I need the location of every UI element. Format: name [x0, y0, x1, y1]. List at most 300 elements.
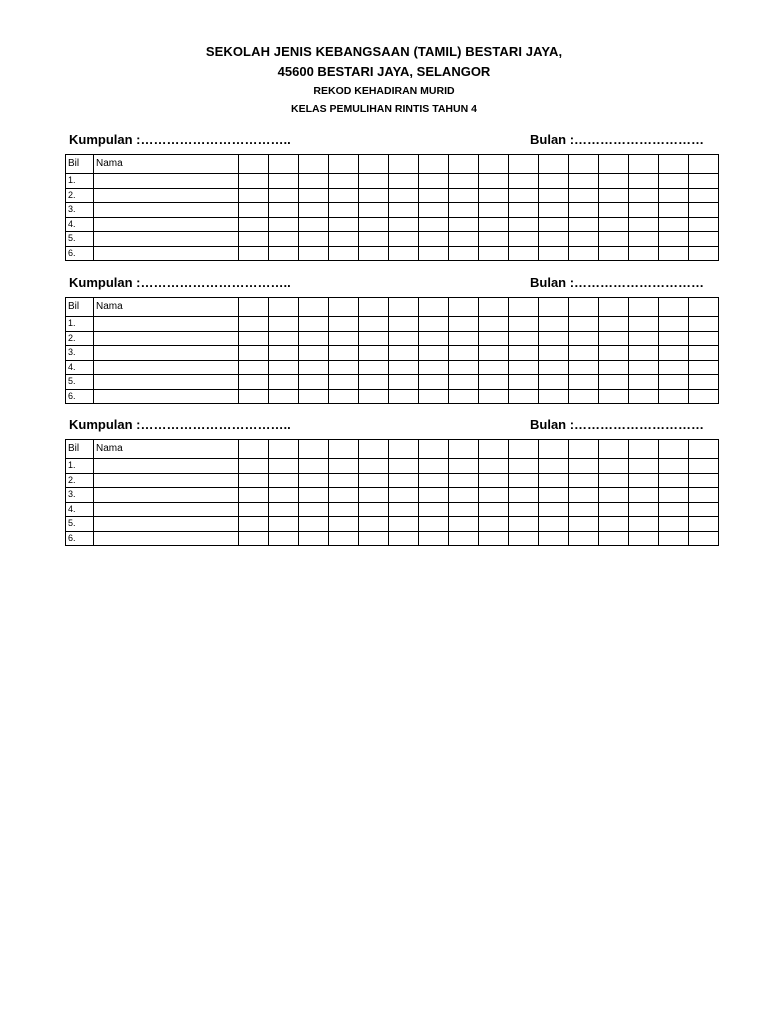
day-header-cell: [389, 440, 419, 459]
attendance-cell: [329, 203, 359, 218]
name-cell: [94, 502, 239, 517]
attendance-cell: [659, 217, 689, 232]
table-row: [66, 488, 719, 503]
attendance-cell: [629, 531, 659, 546]
attendance-cell: [449, 360, 479, 375]
row-number: 4.: [66, 502, 94, 517]
name-cell: [94, 531, 239, 546]
attendance-cell: [479, 188, 509, 203]
attendance-cell: [479, 217, 509, 232]
attendance-cell: [689, 232, 719, 247]
day-header-cell: [269, 298, 299, 317]
attendance-cell: [599, 502, 629, 517]
attendance-cell: [299, 331, 329, 346]
attendance-cell: [509, 317, 539, 332]
attendance-cell: [419, 246, 449, 261]
attendance-cell: [239, 246, 269, 261]
attendance-cell: [389, 531, 419, 546]
attendance-cell: [329, 331, 359, 346]
attendance-cell: [269, 217, 299, 232]
attendance-cell: [599, 488, 629, 503]
day-header-cell: [689, 155, 719, 174]
attendance-cell: [239, 188, 269, 203]
attendance-cell: [329, 317, 359, 332]
attendance-cell: [299, 346, 329, 361]
attendance-cell: [539, 232, 569, 247]
attendance-cell: [569, 346, 599, 361]
attendance-cell: [239, 203, 269, 218]
day-header-cell: [419, 298, 449, 317]
attendance-cell: [419, 360, 449, 375]
attendance-cell: [479, 346, 509, 361]
attendance-cell: [599, 232, 629, 247]
attendance-cell: [449, 232, 479, 247]
attendance-cell: [479, 517, 509, 532]
attendance-cell: [569, 531, 599, 546]
day-header-cell: [509, 155, 539, 174]
attendance-cell: [629, 232, 659, 247]
attendance-cell: [239, 346, 269, 361]
attendance-cell: [599, 375, 629, 390]
kumpulan-field: Kumpulan :……………………………..: [69, 275, 291, 290]
table-row: [66, 331, 719, 346]
attendance-cell: [299, 246, 329, 261]
day-header-cell: [629, 155, 659, 174]
attendance-table: [65, 154, 719, 261]
attendance-cell: [419, 375, 449, 390]
attendance-cell: [389, 331, 419, 346]
attendance-cell: [359, 517, 389, 532]
attendance-cell: [689, 517, 719, 532]
attendance-cell: [599, 459, 629, 474]
table-row: [66, 531, 719, 546]
attendance-cell: [509, 346, 539, 361]
attendance-cell: [359, 232, 389, 247]
attendance-cell: [689, 246, 719, 261]
name-cell: [94, 331, 239, 346]
attendance-cell: [389, 502, 419, 517]
attendance-cell: [599, 517, 629, 532]
day-header-cell: [359, 155, 389, 174]
day-header-cell: [389, 298, 419, 317]
day-header-cell: [599, 440, 629, 459]
attendance-cell: [629, 473, 659, 488]
attendance-cell: [449, 488, 479, 503]
attendance-cell: [449, 346, 479, 361]
day-header-cell: [299, 155, 329, 174]
name-cell: [94, 174, 239, 189]
attendance-cell: [299, 203, 329, 218]
name-cell: [94, 217, 239, 232]
attendance-cell: [479, 375, 509, 390]
attendance-cell: [449, 174, 479, 189]
row-number: 5.: [66, 375, 94, 390]
attendance-cell: [539, 360, 569, 375]
attendance-cell: [329, 517, 359, 532]
attendance-cell: [239, 531, 269, 546]
attendance-cell: [659, 188, 689, 203]
attendance-cell: [239, 317, 269, 332]
attendance-cell: [389, 174, 419, 189]
attendance-cell: [659, 502, 689, 517]
attendance-cell: [659, 389, 689, 404]
attendance-cell: [479, 174, 509, 189]
attendance-cell: [269, 517, 299, 532]
attendance-cell: [299, 232, 329, 247]
attendance-cell: [689, 502, 719, 517]
name-cell: [94, 317, 239, 332]
attendance-cell: [479, 473, 509, 488]
attendance-cell: [599, 188, 629, 203]
attendance-cell: [539, 317, 569, 332]
attendance-cell: [539, 346, 569, 361]
attendance-cell: [299, 188, 329, 203]
attendance-cell: [629, 317, 659, 332]
row-number: 6.: [66, 531, 94, 546]
day-header-cell: [239, 440, 269, 459]
attendance-cell: [329, 346, 359, 361]
attendance-cell: [449, 317, 479, 332]
attendance-cell: [359, 473, 389, 488]
attendance-cell: [569, 174, 599, 189]
attendance-cell: [599, 473, 629, 488]
attendance-cell: [539, 188, 569, 203]
attendance-cell: [419, 331, 449, 346]
attendance-cell: [389, 317, 419, 332]
attendance-cell: [299, 375, 329, 390]
attendance-cell: [329, 389, 359, 404]
day-header-cell: [239, 155, 269, 174]
attendance-cell: [299, 517, 329, 532]
attendance-cell: [389, 473, 419, 488]
day-header-cell: [419, 440, 449, 459]
attendance-cell: [539, 473, 569, 488]
attendance-cell: [599, 389, 629, 404]
attendance-cell: [359, 360, 389, 375]
attendance-cell: [389, 232, 419, 247]
attendance-cell: [359, 217, 389, 232]
attendance-cell: [239, 375, 269, 390]
attendance-cell: [509, 232, 539, 247]
day-header-cell: [689, 298, 719, 317]
section-info-row: [65, 275, 705, 293]
attendance-cell: [509, 517, 539, 532]
row-number: 4.: [66, 217, 94, 232]
attendance-cell: [569, 517, 599, 532]
attendance-cell: [539, 331, 569, 346]
attendance-cell: [629, 174, 659, 189]
attendance-cell: [599, 174, 629, 189]
attendance-cell: [569, 188, 599, 203]
attendance-cell: [239, 331, 269, 346]
row-number: 6.: [66, 389, 94, 404]
name-cell: [94, 375, 239, 390]
attendance-cell: [629, 502, 659, 517]
attendance-cell: [389, 488, 419, 503]
attendance-cell: [269, 346, 299, 361]
attendance-cell: [449, 473, 479, 488]
attendance-cell: [449, 531, 479, 546]
section-info-row: [65, 417, 705, 435]
attendance-cell: [509, 217, 539, 232]
day-header-cell: [269, 155, 299, 174]
attendance-cell: [569, 232, 599, 247]
attendance-cell: [269, 531, 299, 546]
attendance-cell: [389, 203, 419, 218]
day-header-cell: [479, 440, 509, 459]
attendance-cell: [359, 188, 389, 203]
attendance-cell: [479, 459, 509, 474]
attendance-cell: [659, 232, 689, 247]
name-cell: [94, 203, 239, 218]
table-row: [66, 174, 719, 189]
attendance-cell: [359, 317, 389, 332]
day-header-cell: [449, 155, 479, 174]
school-name: SEKOLAH JENIS KEBANGSAAN (TAMIL) BESTARI JAYA,: [205, 44, 563, 59]
row-number: 3.: [66, 488, 94, 503]
attendance-cell: [299, 531, 329, 546]
attendance-cell: [299, 217, 329, 232]
attendance-cell: [299, 389, 329, 404]
attendance-cell: [479, 389, 509, 404]
attendance-cell: [599, 217, 629, 232]
attendance-cell: [659, 317, 689, 332]
day-header-cell: [509, 298, 539, 317]
attendance-cell: [539, 531, 569, 546]
attendance-cell: [569, 203, 599, 218]
table-row: [66, 473, 719, 488]
attendance-cell: [599, 317, 629, 332]
attendance-cell: [389, 360, 419, 375]
attendance-cell: [359, 203, 389, 218]
attendance-cell: [629, 375, 659, 390]
attendance-cell: [539, 389, 569, 404]
section-info-row: [65, 132, 705, 150]
attendance-cell: [239, 389, 269, 404]
attendance-cell: [509, 473, 539, 488]
day-header-cell: [629, 298, 659, 317]
attendance-cell: [629, 217, 659, 232]
name-cell: [94, 488, 239, 503]
attendance-cell: [269, 232, 299, 247]
attendance-cell: [509, 488, 539, 503]
attendance-cell: [269, 188, 299, 203]
attendance-cell: [509, 203, 539, 218]
attendance-cell: [569, 217, 599, 232]
row-number: 3.: [66, 203, 94, 218]
attendance-cell: [509, 360, 539, 375]
table-row: [66, 502, 719, 517]
attendance-cell: [359, 346, 389, 361]
attendance-cell: [479, 360, 509, 375]
bil-header: Bil: [66, 298, 94, 317]
day-header-cell: [599, 298, 629, 317]
attendance-cell: [689, 531, 719, 546]
attendance-cell: [509, 188, 539, 203]
nama-header: Nama: [94, 155, 239, 174]
day-header-cell: [569, 440, 599, 459]
table-row: [66, 389, 719, 404]
table-header-row: [66, 440, 719, 459]
attendance-cell: [659, 360, 689, 375]
attendance-cell: [569, 246, 599, 261]
row-number: 2.: [66, 473, 94, 488]
attendance-section-2: [65, 275, 705, 404]
row-number: 5.: [66, 517, 94, 532]
attendance-cell: [569, 375, 599, 390]
table-row: [66, 375, 719, 390]
attendance-cell: [299, 317, 329, 332]
attendance-cell: [629, 188, 659, 203]
day-header-cell: [689, 440, 719, 459]
table-row: [66, 459, 719, 474]
attendance-cell: [689, 217, 719, 232]
attendance-cell: [629, 203, 659, 218]
attendance-cell: [359, 488, 389, 503]
row-number: 2.: [66, 188, 94, 203]
attendance-cell: [509, 246, 539, 261]
attendance-cell: [479, 531, 509, 546]
attendance-cell: [659, 174, 689, 189]
attendance-cell: [419, 346, 449, 361]
attendance-cell: [419, 531, 449, 546]
attendance-cell: [299, 174, 329, 189]
attendance-cell: [689, 188, 719, 203]
attendance-cell: [629, 331, 659, 346]
attendance-cell: [599, 531, 629, 546]
school-address: 45600 BESTARI JAYA, SELANGOR: [277, 64, 491, 79]
day-header-cell: [329, 155, 359, 174]
attendance-cell: [389, 517, 419, 532]
attendance-cell: [629, 360, 659, 375]
bil-header: Bil: [66, 440, 94, 459]
attendance-cell: [329, 459, 359, 474]
attendance-cell: [359, 459, 389, 474]
attendance-cell: [689, 174, 719, 189]
day-header-cell: [239, 298, 269, 317]
kumpulan-field: Kumpulan :……………………………..: [69, 132, 291, 147]
attendance-cell: [419, 232, 449, 247]
attendance-cell: [329, 360, 359, 375]
attendance-cell: [269, 473, 299, 488]
attendance-cell: [329, 246, 359, 261]
attendance-cell: [479, 317, 509, 332]
attendance-cell: [389, 246, 419, 261]
attendance-cell: [419, 203, 449, 218]
attendance-cell: [539, 488, 569, 503]
attendance-cell: [449, 502, 479, 517]
row-number: 1.: [66, 317, 94, 332]
attendance-cell: [509, 174, 539, 189]
bulan-field: Bulan :…………………………: [530, 417, 705, 432]
attendance-cell: [239, 360, 269, 375]
day-header-cell: [299, 440, 329, 459]
day-header-cell: [419, 155, 449, 174]
name-cell: [94, 389, 239, 404]
attendance-cell: [329, 473, 359, 488]
day-header-cell: [329, 440, 359, 459]
attendance-cell: [449, 375, 479, 390]
attendance-cell: [299, 473, 329, 488]
attendance-cell: [539, 517, 569, 532]
row-number: 1.: [66, 459, 94, 474]
attendance-cell: [659, 346, 689, 361]
attendance-cell: [539, 459, 569, 474]
attendance-cell: [449, 246, 479, 261]
attendance-cell: [419, 188, 449, 203]
day-header-cell: [449, 298, 479, 317]
nama-header: Nama: [94, 298, 239, 317]
attendance-cell: [269, 459, 299, 474]
attendance-cell: [329, 174, 359, 189]
table-row: [66, 246, 719, 261]
attendance-cell: [659, 531, 689, 546]
attendance-cell: [539, 246, 569, 261]
attendance-cell: [239, 517, 269, 532]
table-row: [66, 217, 719, 232]
attendance-section-1: [65, 132, 705, 261]
attendance-cell: [239, 459, 269, 474]
attendance-cell: [539, 203, 569, 218]
attendance-cell: [359, 174, 389, 189]
attendance-cell: [569, 389, 599, 404]
attendance-cell: [359, 375, 389, 390]
nama-header: Nama: [94, 440, 239, 459]
attendance-cell: [329, 531, 359, 546]
table-header-row: [66, 155, 719, 174]
attendance-cell: [389, 375, 419, 390]
attendance-cell: [569, 488, 599, 503]
attendance-cell: [239, 488, 269, 503]
bulan-field: Bulan :…………………………: [530, 275, 705, 290]
attendance-cell: [689, 488, 719, 503]
day-header-cell: [359, 298, 389, 317]
table-row: [66, 360, 719, 375]
attendance-cell: [509, 502, 539, 517]
attendance-cell: [509, 389, 539, 404]
attendance-cell: [359, 502, 389, 517]
attendance-cell: [269, 317, 299, 332]
name-cell: [94, 346, 239, 361]
attendance-cell: [299, 488, 329, 503]
day-header-cell: [389, 155, 419, 174]
attendance-cell: [449, 331, 479, 346]
attendance-cell: [689, 360, 719, 375]
attendance-cell: [599, 331, 629, 346]
name-cell: [94, 232, 239, 247]
attendance-cell: [599, 203, 629, 218]
attendance-cell: [329, 217, 359, 232]
table-header-row: [66, 298, 719, 317]
attendance-cell: [569, 331, 599, 346]
attendance-cell: [479, 331, 509, 346]
attendance-cell: [329, 502, 359, 517]
attendance-cell: [509, 331, 539, 346]
attendance-cell: [419, 389, 449, 404]
attendance-cell: [569, 473, 599, 488]
attendance-cell: [359, 389, 389, 404]
table-row: [66, 232, 719, 247]
attendance-cell: [299, 360, 329, 375]
attendance-cell: [359, 531, 389, 546]
attendance-cell: [419, 217, 449, 232]
attendance-cell: [299, 459, 329, 474]
attendance-cell: [239, 174, 269, 189]
kumpulan-field: Kumpulan :……………………………..: [69, 417, 291, 432]
attendance-cell: [659, 488, 689, 503]
attendance-cell: [479, 203, 509, 218]
attendance-cell: [569, 459, 599, 474]
